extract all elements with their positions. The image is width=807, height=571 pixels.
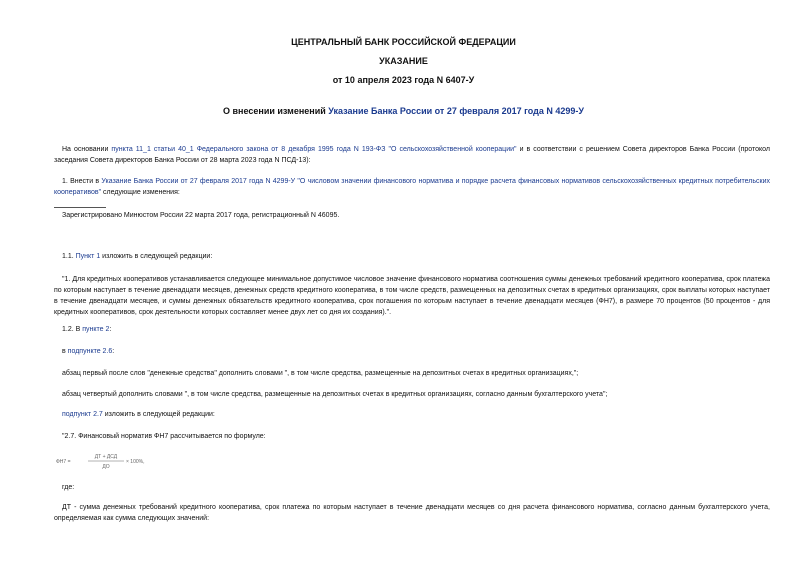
basis-post: и в соответствии с решением Совета директоров Банка России (протокол заседания Совета директоров Банка России от 28 марта 2023 года N ПСД-13): (54, 146, 771, 164)
document-subject (0, 106, 807, 116)
subpoint-2-6-post: : (112, 348, 115, 355)
item-1-2-post: : (109, 326, 112, 333)
where-text: где: (62, 484, 75, 491)
subpoint-2-6-paragraph (54, 346, 770, 357)
abz-4-text: абзац четвертый дополнить словами ", в том числе средства, размещенные на депозитных счетах в кредитных организациях, согласно данным бухгалтерского учета"; (62, 391, 608, 398)
quote-1-paragraph (54, 274, 770, 318)
footnote-separator (54, 207, 106, 208)
item-1-link[interactable]: Указание Банка России от 27 февраля 2017 года N 4299-У "О числовом значении финансового норматива и порядке расчета финансовых нормативов сельскохозяйственных кредитных потребительских кооперативов" (54, 178, 771, 196)
document-date: от 10 апреля 2023 года N 6407-У (332, 75, 475, 85)
item-1-pre: 1. Внести в (62, 178, 102, 185)
item-1-1-paragraph (54, 251, 770, 262)
subject-link[interactable]: Указание Банка России от 27 февраля 2017 года N 4299-У (328, 106, 584, 116)
item-1-1-pre: 1.1. (62, 253, 76, 260)
issuer-org: ЦЕНТРАЛЬНЫЙ БАНК РОССИЙСКОЙ ФЕДЕРАЦИИ (291, 37, 516, 47)
abz-1-text: абзац первый после слов "денежные средства" дополнить словами ", в том числе средства, размещенные на депозитных счетах в кредитных организациях,"; (62, 370, 579, 377)
where-paragraph (54, 482, 770, 493)
quote-2-text: "2.7. Финансовый норматив ФН7 рассчитывается по формуле: (62, 433, 266, 440)
abz-4-paragraph (54, 389, 770, 400)
dt-definition-paragraph (54, 502, 770, 524)
subpoint-2-7-post: изложить в следующей редакции: (102, 411, 215, 418)
subpoint-2-6-link[interactable]: подпункте 2.6 (67, 348, 113, 355)
formula-lhs: ФН7 = (56, 459, 71, 465)
footnote-text: Зарегистрировано Минюстом России 22 марта 2017 года, регистрационный N 46095. (62, 212, 340, 219)
abz-1-paragraph (54, 368, 770, 379)
footnote (54, 210, 770, 221)
formula-numerator: ДТ + ДСД (94, 454, 118, 460)
item-1-2-pre: 1.2. В (62, 326, 83, 333)
item-1-post: следующие изменения: (101, 189, 180, 196)
subpoint-2-6-pre: в (62, 348, 68, 355)
item-1-2-link[interactable]: пункте 2 (82, 326, 110, 333)
quote-1-text: "1. Для кредитных кооперативов устанавливается следующее минимальное допустимое числовое значение финансового норматива соотношения суммы денежных требований кредитного кооператива, срок платежа по которым наступает в течение двенадцати месяцев, денежных средств кредитного кооператива, в том числе средств, размещенных на депозитных счетах в кредитных организациях, срок выплаты которых наступает в течение двенадцати месяцев, и суммы денежных обязательств кредитного кооператива, срок погашения по которым наступает в течение двенадцати месяцев (ФН7), в размере 70 процентов (50 процентов - для кредитных кооперативов, срок деятельности которых составляет менее двух лет со дня их создания).". (54, 276, 770, 316)
formula-rhs: × 100%, (126, 459, 145, 465)
formula-denominator: ДО (102, 464, 110, 470)
subject-prefix: О внесении изменений (223, 106, 329, 116)
document-type: УКАЗАНИЕ (379, 56, 428, 66)
basis-paragraph (54, 144, 770, 166)
basis-pre: На основании (62, 146, 112, 153)
item-1-paragraph (54, 176, 770, 198)
item-1-1-link[interactable]: Пункт 1 (75, 253, 101, 260)
dt-definition-text: ДТ - сумма денежных требований кредитного кооператива, срок платежа по которым наступает в течение двенадцати месяцев со дня расчета финансового норматива, согласно данным бухгалтерского учета, определяемая как сумма следующих значений: (54, 504, 770, 522)
item-1-2-paragraph (54, 324, 770, 335)
basis-law-link[interactable]: пункта 11_1 статьи 40_1 Федерального закона от 8 декабря 1995 года N 193-ФЗ "О сельскохозяйственной кооперации" (111, 146, 517, 153)
quote-2-paragraph (54, 431, 770, 442)
subpoint-2-7-paragraph (54, 409, 770, 420)
subpoint-2-7-link[interactable]: подпункт 2.7 (62, 411, 103, 418)
fn7-formula (54, 447, 154, 477)
item-1-1-post: изложить в следующей редакции: (100, 253, 213, 260)
